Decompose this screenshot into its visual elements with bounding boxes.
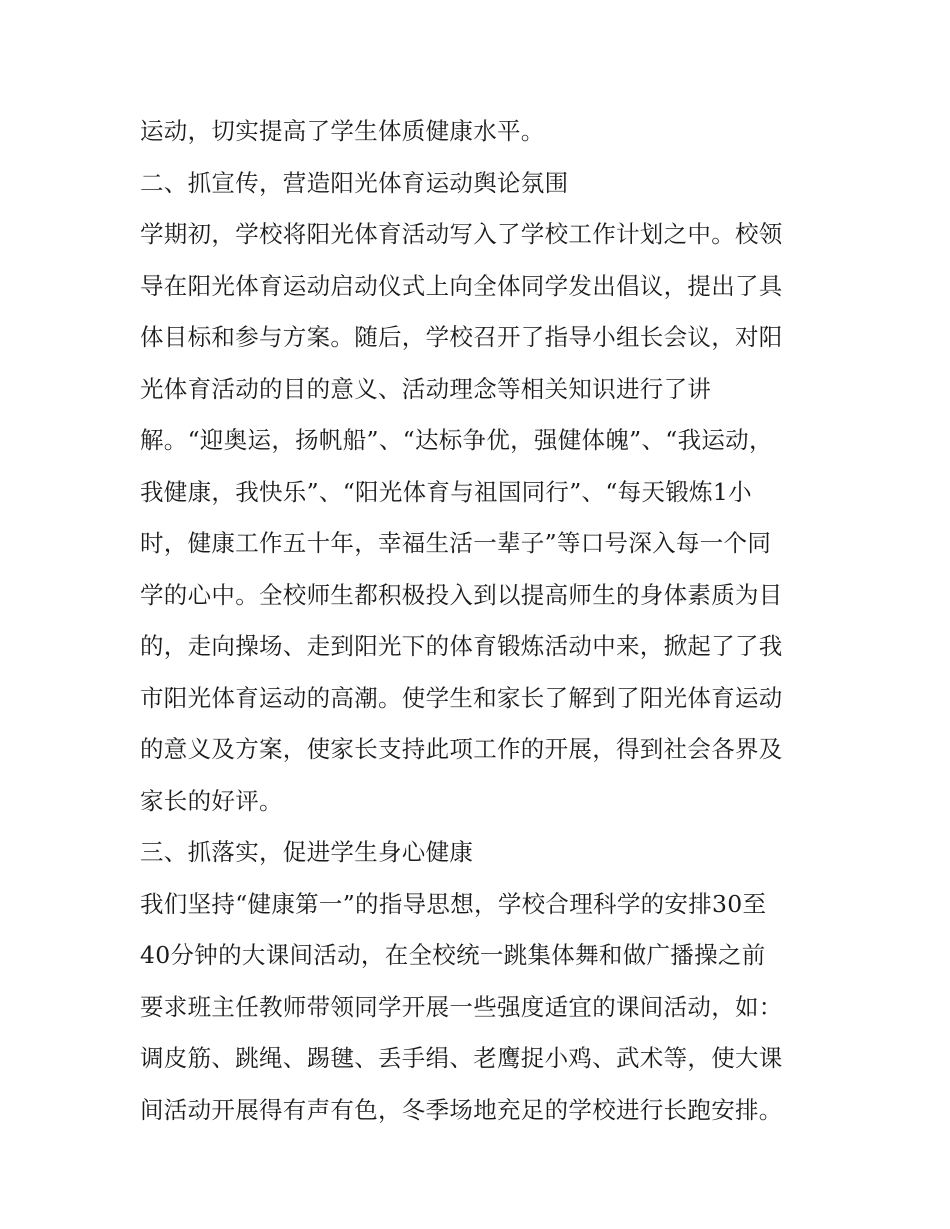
text-line: 我健康，我快乐”、“阳光体育与祖国同行”、“每天锻炼1小	[140, 477, 752, 506]
text-line: 运动，切实提高了学生体质健康水平。	[140, 117, 545, 145]
text-line: 学期初，学校将阳光体育活动写入了学校工作计划之中。校领	[140, 220, 783, 248]
text-line: 导在阳光体育运动启动仪式上向全体同学发出倡议，提出了具	[140, 271, 783, 300]
text-line: 光体育活动的目的意义、活动理念等相关知识进行了讲	[140, 374, 712, 403]
section-heading: 三、抓落实，促进学生身心健康	[140, 838, 474, 866]
text-line: 间活动开展得有声有色，冬季场地充足的学校进行长跑安排。	[140, 1095, 783, 1124]
text-line: 40分钟的大课间活动，在全校统一跳集体舞和做广播操之前	[140, 941, 766, 969]
text-line: 的，走向操场、走到阳光下的体育锻炼活动中来，掀起了了我	[140, 632, 783, 660]
document-body	[140, 106, 830, 1136]
text-line: 家长的好评。	[140, 786, 283, 815]
section-heading: 二、抓宣传，营造阳光体育运动舆论氛围	[140, 168, 569, 197]
text-line: 解。“迎奥运，扬帆船”、“达标争优，强健体魄”、“我运动，	[140, 426, 773, 454]
text-line: 市阳光体育运动的高潮。使学生和家长了解到了阳光体育运动	[140, 683, 783, 712]
text-line: 要求班主任教师带领同学开展一些强度适宜的课间活动，如：	[140, 992, 783, 1021]
text-line: 体目标和参与方案。随后，学校召开了指导小组长会议，对阳	[140, 323, 783, 351]
text-line: 时，健康工作五十年，幸福生活一辈子”等口号深入每一个同	[140, 529, 772, 557]
text-line: 我们坚持“健康第一”的指导思想，学校合理科学的安排30至	[140, 889, 767, 918]
text-line: 调皮筋、跳绳、踢毽、丢手绢、老鹰捉小鸡、武术等，使大课	[140, 1044, 783, 1072]
text-line: 的意义及方案，使家长支持此项工作的开展，得到社会各界及	[140, 735, 783, 763]
text-line: 学的心中。全校师生都积极投入到以提高师生的身体素质为目	[140, 580, 783, 609]
